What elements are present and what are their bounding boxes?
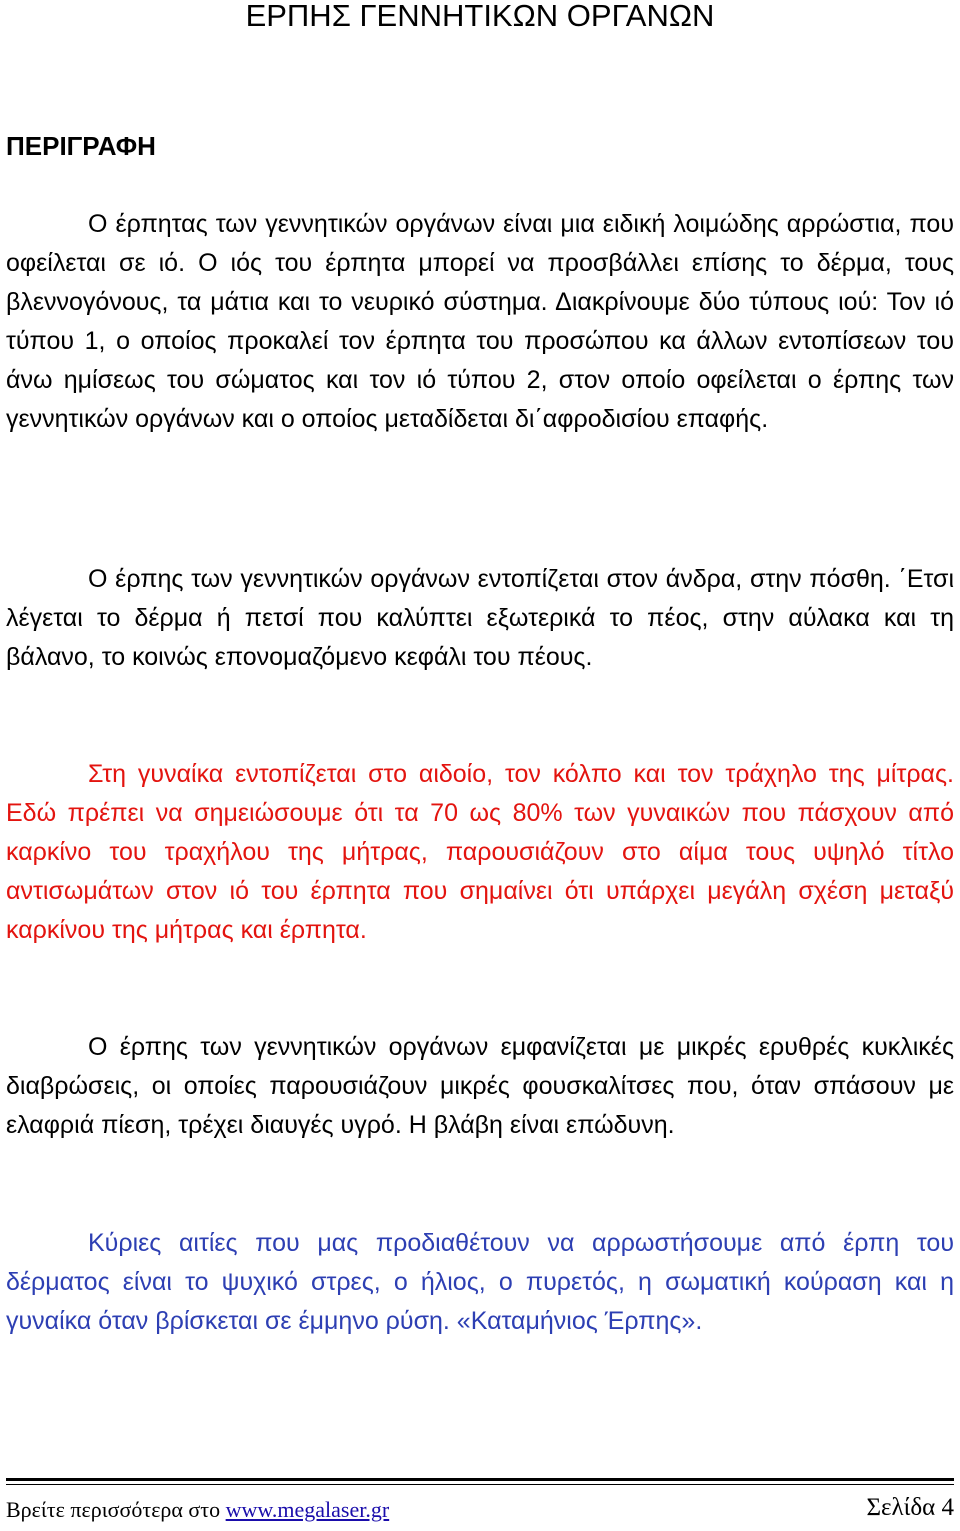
paragraph-female-location: Στη γυναίκα εντοπίζεται στο αιδοίο, τον κόλπο και τον τράχηλο της μίτρας. Εδώ πρέπει να σημειώσουμε ότι τα 70 ως 80% των γυναικών που πάσχουν από καρκίνο του τραχήλου της μήτρας, παρουσιάζουν στο αίμα τους υψηλό τίτλο αντισωμάτων στον ιό του έρπητα που σημαίνει ότι υπάρχει μεγάλη σχέση μεταξύ καρκίνου της μήτρας και έρπητα. <box>6 760 954 944</box>
footer-website-link[interactable]: www.megalaser.gr <box>225 1497 390 1522</box>
footer-divider-thick <box>6 1478 954 1481</box>
document-title: ΕΡΠΗΣ ΓΕΝΝΗΤΙΚΩΝ ΟΡΓΑΝΩΝ <box>245 0 715 33</box>
section-heading-description: ΠΕΡΙΓΡΑΦΗ <box>6 131 156 161</box>
paragraph-male-location: Ο έρπης των γεννητικών οργάνων εντοπίζεται στον άνδρα, στην πόσθη. ΄Ετσι λέγεται το δέρμα ή πετσί που καλύπτει εξωτερικά το πέος, στην αύλακα και τη βάλανο, το κοινώς επονομαζόμενο κεφάλι του πέους. <box>6 565 954 671</box>
footer-text <box>6 1493 389 1527</box>
paragraph-intro: Ο έρπητας των γεννητικών οργάνων είναι μια ειδική λοιμώδης αρρώστια, που οφείλεται σε ιό. Ο ιός του έρπητα μπορεί να προσβάλλει επίσης το δέρμα, τους βλεννογόνους, τα μάτια και το νευρικό σύστημα. Διακρίνουμε δύο τύπους ιού: Τον ιό τύπου 1, ο οποίος προκαλεί τον έρπητα του προσώπου κα άλλων εντοπίσεων του άνω ημίσεως του σώματος και τον ιό τύπου 2, στον οποίο οφείλεται ο έρπης των γεννητικών οργάνων και ο οποίος μεταδίδεται δι΄αφροδισίου επαφής. <box>6 210 954 433</box>
paragraph-symptoms: Ο έρπης των γεννητικών οργάνων εμφανίζεται με μικρές ερυθρές κυκλικές διαβρώσεις, οι οποίες παρουσιάζουν μικρές φουσκαλίτσες που, όταν σπάσουν με ελαφριά πίεση, τρέχει διαυγές υγρό. Η βλάβη είναι επώδυνη. <box>6 1033 954 1139</box>
paragraph-causes: Κύριες αιτίες που μας προδιαθέτουν να αρρωστήσουμε από έρπη του δέρματος είναι το ψυχικό στρες, ο ήλιος, ο πυρετός, η σωματική κούραση και η γυναίκα όταν βρίσκεται σε έμμηνο ρύση. «Καταμήνιος Έρπης». <box>6 1229 954 1335</box>
page-number: Σελίδα 4 <box>866 1494 954 1521</box>
footer-prefix: Βρείτε περισσότερα στο <box>6 1497 226 1522</box>
footer-divider-thin <box>6 1484 954 1485</box>
